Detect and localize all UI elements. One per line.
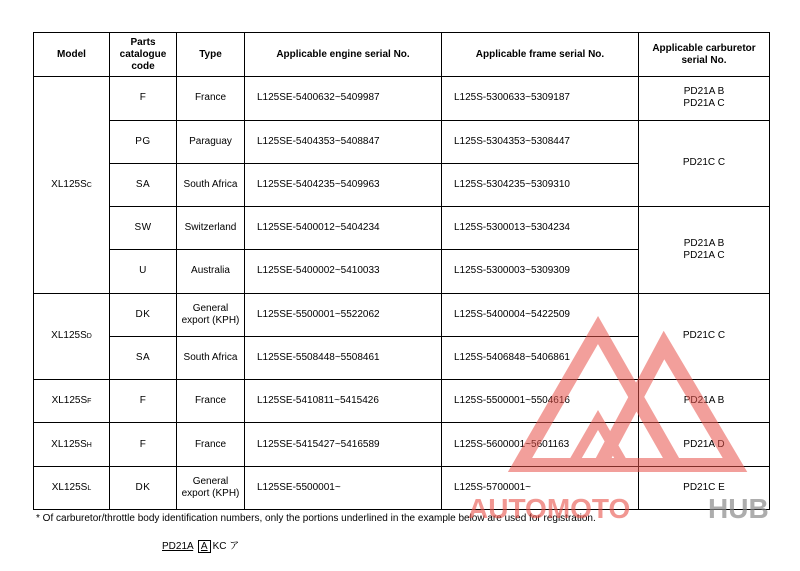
example-boxed-letter: A [198, 540, 211, 553]
engine-serial-cell: L125SE-5400002~5410033 [245, 250, 442, 293]
model-name: XL125S [51, 330, 87, 342]
table-row [34, 207, 770, 250]
carb-id-example [162, 537, 239, 553]
footnote: * Of carburetor/throttle body identification numbers, only the portions underlined in the example below are used for registration. [36, 513, 596, 524]
frame-serial-cell: L125S-5700001~ [442, 466, 639, 509]
table-row [34, 423, 770, 466]
table-row [34, 77, 770, 120]
type-cell: General export (KPH) [177, 466, 245, 509]
serial-number-table [33, 32, 770, 510]
header-engine-serial: Applicable engine serial No. [245, 33, 442, 77]
carb-line: PD21C C [682, 157, 726, 169]
engine-serial-cell: L125SE-5404235~5409963 [245, 163, 442, 206]
parts-code-cell: SA [110, 336, 177, 379]
engine-serial-cell: L125SE-5415427~5416589 [245, 423, 442, 466]
model-cell [34, 293, 110, 380]
table-row [34, 293, 770, 336]
parts-code-cell: F [110, 380, 177, 423]
frame-serial-cell: L125S-5304353~5308447 [442, 120, 639, 163]
model-suffix: L [87, 484, 92, 492]
model-suffix: H [86, 441, 92, 449]
type-cell: France [177, 380, 245, 423]
frame-serial-cell: L125S-5400004~5422509 [442, 293, 639, 336]
carb-line: PD21C C [682, 330, 726, 342]
table-header-row [34, 33, 770, 77]
engine-serial-cell: L125SE-5410811~5415426 [245, 380, 442, 423]
type-cell: South Africa [177, 336, 245, 379]
carb-cell [639, 380, 770, 423]
model-cell [34, 466, 110, 509]
frame-serial-cell: L125S-5300013~5304234 [442, 207, 639, 250]
carb-cell [639, 466, 770, 509]
type-cell: Paraguay [177, 120, 245, 163]
engine-serial-cell: L125SE-5500001~5522062 [245, 293, 442, 336]
engine-serial-cell: L125SE-5400632~5409987 [245, 77, 442, 120]
model-cell [34, 380, 110, 423]
carb-cell [639, 120, 770, 207]
frame-serial-cell: L125S-5600001~5601163 [442, 423, 639, 466]
example-prefix: PD21A [162, 541, 194, 552]
parts-code-cell: SW [110, 207, 177, 250]
engine-serial-cell: L125SE-5508448~5508461 [245, 336, 442, 379]
table-row [34, 120, 770, 163]
watermark-brand-right: HUB [708, 493, 769, 524]
model-cell [34, 77, 110, 293]
header-carb-serial: Applicable carburetor serial No. [639, 33, 770, 77]
type-cell: Switzerland [177, 207, 245, 250]
parts-code-cell: F [110, 423, 177, 466]
header-model: Model [34, 33, 110, 77]
carb-cell [639, 293, 770, 380]
model-cell [34, 423, 110, 466]
parts-code-cell: DK [110, 293, 177, 336]
carb-cell [639, 423, 770, 466]
frame-serial-cell: L125S-5406848~5406861 [442, 336, 639, 379]
engine-serial-cell: L125SE-5500001~ [245, 466, 442, 509]
type-cell: South Africa [177, 163, 245, 206]
header-type: Type [177, 33, 245, 77]
model-name: XL125S [51, 438, 87, 450]
engine-serial-cell: L125SE-5400012~5404234 [245, 207, 442, 250]
model-suffix: D [86, 333, 92, 341]
carb-line: PD21A C [683, 98, 725, 110]
header-parts-code: Parts catalogue code [110, 33, 177, 77]
carb-cell [639, 207, 770, 294]
parts-code-cell: PG [110, 120, 177, 163]
model-name: XL125S [51, 481, 88, 493]
parts-code-cell: DK [110, 466, 177, 509]
parts-code-cell: F [110, 77, 177, 120]
example-suffix: KC ア [212, 541, 240, 552]
model-suffix: C [86, 181, 92, 189]
type-cell: Australia [177, 250, 245, 293]
carb-line: PD21C E [683, 481, 725, 493]
carb-line: PD21A C [683, 249, 725, 261]
carb-cell [639, 77, 770, 120]
carb-line: PD21A D [683, 438, 725, 450]
parts-code-cell: U [110, 250, 177, 293]
model-name: XL125S [51, 178, 87, 190]
frame-serial-cell: L125S-5304235~5309310 [442, 163, 639, 206]
model-suffix: F [87, 398, 92, 406]
type-cell: France [177, 423, 245, 466]
watermark-brand-left: AUTOMOTO [468, 493, 631, 524]
frame-serial-cell: L125S-5300633~5309187 [442, 77, 639, 120]
carb-line: PD21A B [683, 86, 725, 98]
table-row [34, 466, 770, 509]
table-row [34, 380, 770, 423]
header-frame-serial: Applicable frame serial No. [442, 33, 639, 77]
carb-line: PD21A B [683, 395, 725, 407]
model-name: XL125S [51, 395, 88, 407]
parts-code-cell: SA [110, 163, 177, 206]
carb-line: PD21A B [683, 237, 725, 249]
frame-serial-cell: L125S-5300003~5309309 [442, 250, 639, 293]
engine-serial-cell: L125SE-5404353~5408847 [245, 120, 442, 163]
frame-serial-cell: L125S-5500001~5504616 [442, 380, 639, 423]
type-cell: General export (KPH) [177, 293, 245, 336]
type-cell: France [177, 77, 245, 120]
